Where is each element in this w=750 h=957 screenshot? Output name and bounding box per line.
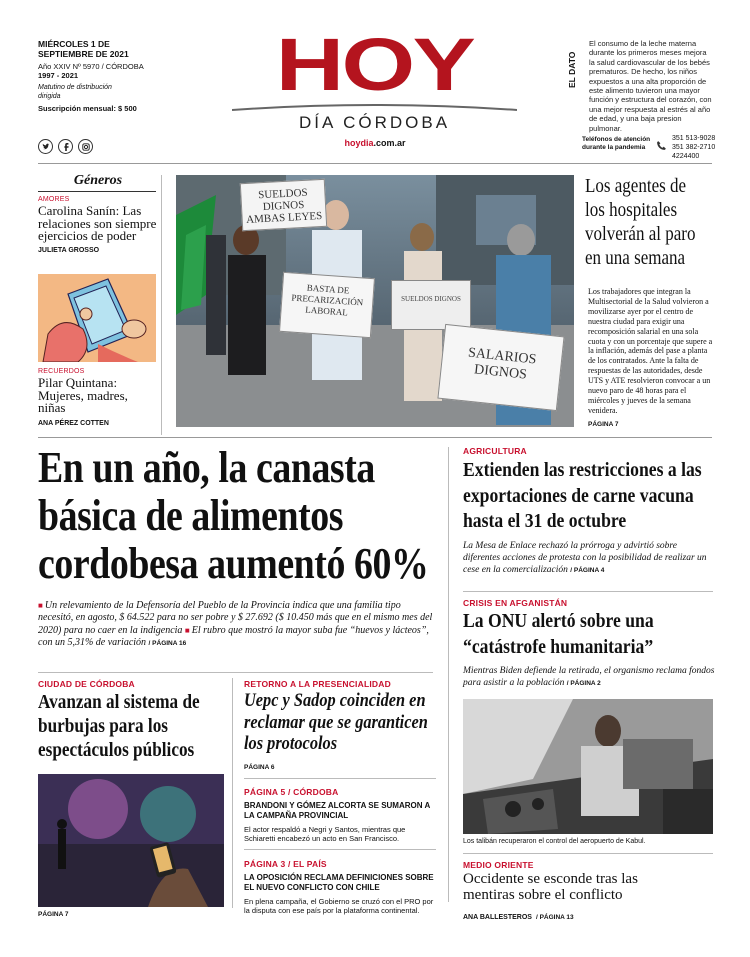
column-divider: [448, 447, 449, 902]
header-divider: [38, 163, 712, 164]
top-story-headline[interactable]: Los agentes de los hospitales volverán al paro en una semana: [585, 175, 696, 269]
sign-text: SALARIOS DIGNOS: [467, 345, 537, 383]
protest-sign: [279, 272, 375, 338]
logo[interactable]: [232, 23, 517, 133]
website-prefix: hoydia: [344, 138, 374, 148]
instagram-icon[interactable]: [78, 139, 93, 154]
phones-label: Teléfonos de atención durante la pandemia: [582, 136, 651, 151]
subscription: Suscripción mensual: $ 500: [38, 104, 137, 113]
generos-headline: Pilar Quintana: Mujeres, madres, niñas: [38, 375, 128, 415]
divider: [38, 672, 433, 673]
divider: [463, 591, 713, 592]
ciudad-kicker: CIUDAD DE CÓRDOBA: [38, 679, 135, 689]
el-dato-label: EL DATO: [567, 51, 577, 88]
facebook-icon[interactable]: [58, 139, 73, 154]
sign-text: BASTA DE PRECARIZACIÓN LABORAL: [291, 282, 364, 318]
pagina5-body: El actor respaldó a Negri y Santos, mientras que Schiaretti encabezó un acto en San Francisco.: [244, 825, 406, 844]
generos-title: Géneros: [73, 173, 123, 188]
main-lead-text-2: El rubro que mostró la mayor suba fue “huevos y lácteos”, con un 5,31% de variación: [38, 624, 429, 649]
afganistan-page[interactable]: / PÁGINA 2: [566, 679, 601, 687]
top-story-page[interactable]: PÁGINA 7: [588, 421, 619, 428]
main-headline[interactable]: En un año, la canasta básica de alimentos cordobesa aumentó 60%: [38, 443, 429, 588]
phone-number[interactable]: 4224400: [672, 153, 700, 160]
protest-photo: [176, 175, 574, 427]
el-dato-text: El consumo de la leche materna durante los primeros meses mejora la salud cardiovascular de los bebés prematuros. De hecho, los niños expuestos a una alta proporción de este alimento tuvieron una mayor función y estructura del corazón, con una mejor respuesta al estrés al año de edad, y una baja presion pulmonar.: [589, 39, 712, 133]
section-divider: [38, 437, 712, 438]
pagina5-headline[interactable]: BRANDONI Y GÓMEZ ALCORTA SE SUMARON A LA CAMPAÑA PROVINCIAL: [244, 801, 430, 820]
agricultura-lead: [463, 541, 715, 576]
phones-list: [672, 134, 722, 161]
social-links: [38, 139, 93, 154]
agricultura-lead-text: La Mesa de Enlace rechazó la prórroga y advirtió sobre diferentes acciones de protesta con la posibilidad de realizar un cese en la comercialización: [463, 541, 707, 575]
generos-divider: [161, 175, 162, 435]
main-lead-text: Un relevamiento de la Defensoría del Pueblo de la Provincia indica que una familia tipo necesitó, en agosto, $ 64.522 para no ser pobre y $ 27.692 ($ 10.450 más que en el mismo mes del 2020) para no caer en la indigencia: [38, 600, 433, 636]
el-dato-label-box: [567, 38, 582, 98]
pagina5-kicker: PÁGINA 5 / CÓRDOBA: [244, 787, 339, 797]
bullet-icon: ■: [38, 601, 45, 610]
protest-sign: [240, 179, 327, 231]
oriente-page[interactable]: / PÁGINA 13: [535, 914, 574, 921]
pagina3-headline[interactable]: LA OPOSICIÓN RECLAMA DEFINICIONES SOBRE EL NUEVO CONFLICTO CON CHILE: [244, 873, 434, 892]
generos-headline: Carolina Sanín: Las relaciones son siempre ejercicios de poder: [38, 203, 157, 243]
generos-byline: ANA PÉREZ COTTEN: [38, 419, 109, 427]
presencialidad-kicker: RETORNO A LA PRESENCIALIDAD: [244, 679, 391, 689]
pagina3-body: En plena campaña, el Gobierno se cruzó con el PRO por la disputa con ese país por la plataforma continental.: [244, 897, 434, 916]
issue-years: 1997 - 2021: [38, 71, 79, 80]
ciudad-page[interactable]: PÁGINA 7: [38, 911, 69, 918]
logo-subtitle: DÍA CÓRDOBA: [298, 113, 451, 132]
masthead-info: [38, 39, 178, 113]
generos-kicker: RECUERDOS: [38, 368, 85, 375]
main-lead: [38, 600, 434, 651]
oriente-headline[interactable]: Occidente se esconde tras las mentiras sobre el conflicto: [463, 871, 638, 903]
website-link[interactable]: [330, 138, 420, 148]
oriente-byline: [463, 906, 574, 924]
phone-number[interactable]: 351 513-9028: [672, 135, 716, 142]
phone-icon: [656, 138, 667, 156]
tagline: Matutino de distribución dirigida: [38, 84, 112, 100]
presencialidad-headline[interactable]: Uepc y Sadop coinciden en reclamar que se garanticen los protocolos: [244, 690, 428, 754]
phone-number[interactable]: 351 382-2710: [672, 144, 716, 151]
generos-item-1[interactable]: [38, 196, 158, 254]
generos-rule: [38, 191, 156, 192]
divider: [463, 853, 713, 854]
oriente-author: ANA BALLESTEROS: [463, 914, 532, 921]
ciudad-headline[interactable]: Avanzan al sistema de burbujas para los espectáculos públicos: [38, 691, 200, 761]
kabul-caption: Los talibán recuperaron el control del aeropuerto de Kabul.: [463, 838, 646, 845]
concert-photo: [38, 774, 224, 907]
generos-kicker: AMORES: [38, 196, 70, 203]
sign-text: SUELDOS DIGNOS: [401, 295, 461, 303]
issue-date: MIÉRCOLES 1 DE SEPTIEMBRE DE 2021: [38, 39, 129, 59]
agricultura-page[interactable]: / PÁGINA 4: [570, 566, 605, 574]
generos-item-2[interactable]: [38, 368, 158, 427]
sign-text: AMBAS LEYES: [245, 209, 323, 226]
protest-sign: [437, 324, 564, 411]
generos-illustration: [38, 274, 156, 362]
agricultura-kicker: AGRICULTURA: [463, 446, 527, 456]
generos-byline: JULIETA GROSSO: [38, 246, 100, 254]
afganistan-kicker: CRISIS EN AFGANISTÁN: [463, 598, 568, 608]
afganistan-headline[interactable]: La ONU alertó sobre una “catástrofe humanitaria”: [463, 610, 654, 658]
twitter-icon[interactable]: [38, 139, 53, 154]
website-suffix: .com.ar: [373, 138, 406, 148]
divider: [244, 849, 436, 850]
pagina3-kicker: PÁGINA 3 / EL PAÍS: [244, 859, 327, 869]
afganistan-lead: [463, 666, 715, 690]
bullet-icon: ■: [184, 625, 192, 635]
afganistan-lead-text: Mientras Biden defiende la retirada, el organismo reclama fondos para asistir a la población: [463, 666, 715, 688]
agricultura-headline[interactable]: Extienden las restricciones a las exportaciones de carne vacuna hasta el 31 de octubre: [463, 459, 702, 532]
issue-edition: Año XXIV Nº 5970 / CÓRDOBA: [38, 62, 144, 71]
column-divider: [232, 678, 233, 908]
oriente-kicker: MEDIO ORIENTE: [463, 860, 534, 870]
kabul-photo: [463, 699, 713, 834]
top-story-body: Los trabajadores que integran la Multisectorial de la Salud volvieron a movilizarse ayer por el centro de nuestra ciudad para exigir una recomposición salarial en una sola cuota y con un porcentaje que supere a la inflación, además del pase a planta de los contratados. Ante la falta de respuestas de las autoridades, desde UTS y ATE resolvieron convocar a un nuevo paro de 48 horas para el miércoles y jueves de la semana venidera.: [588, 287, 713, 415]
main-page[interactable]: / PÁGINA 16: [148, 640, 187, 648]
divider: [244, 778, 436, 779]
logo-text: HOY: [275, 23, 474, 106]
protest-sign: [391, 280, 471, 330]
sign-text: SUELDOS DIGNOS: [257, 186, 308, 214]
presencialidad-page[interactable]: PÁGINA 6: [244, 764, 275, 771]
